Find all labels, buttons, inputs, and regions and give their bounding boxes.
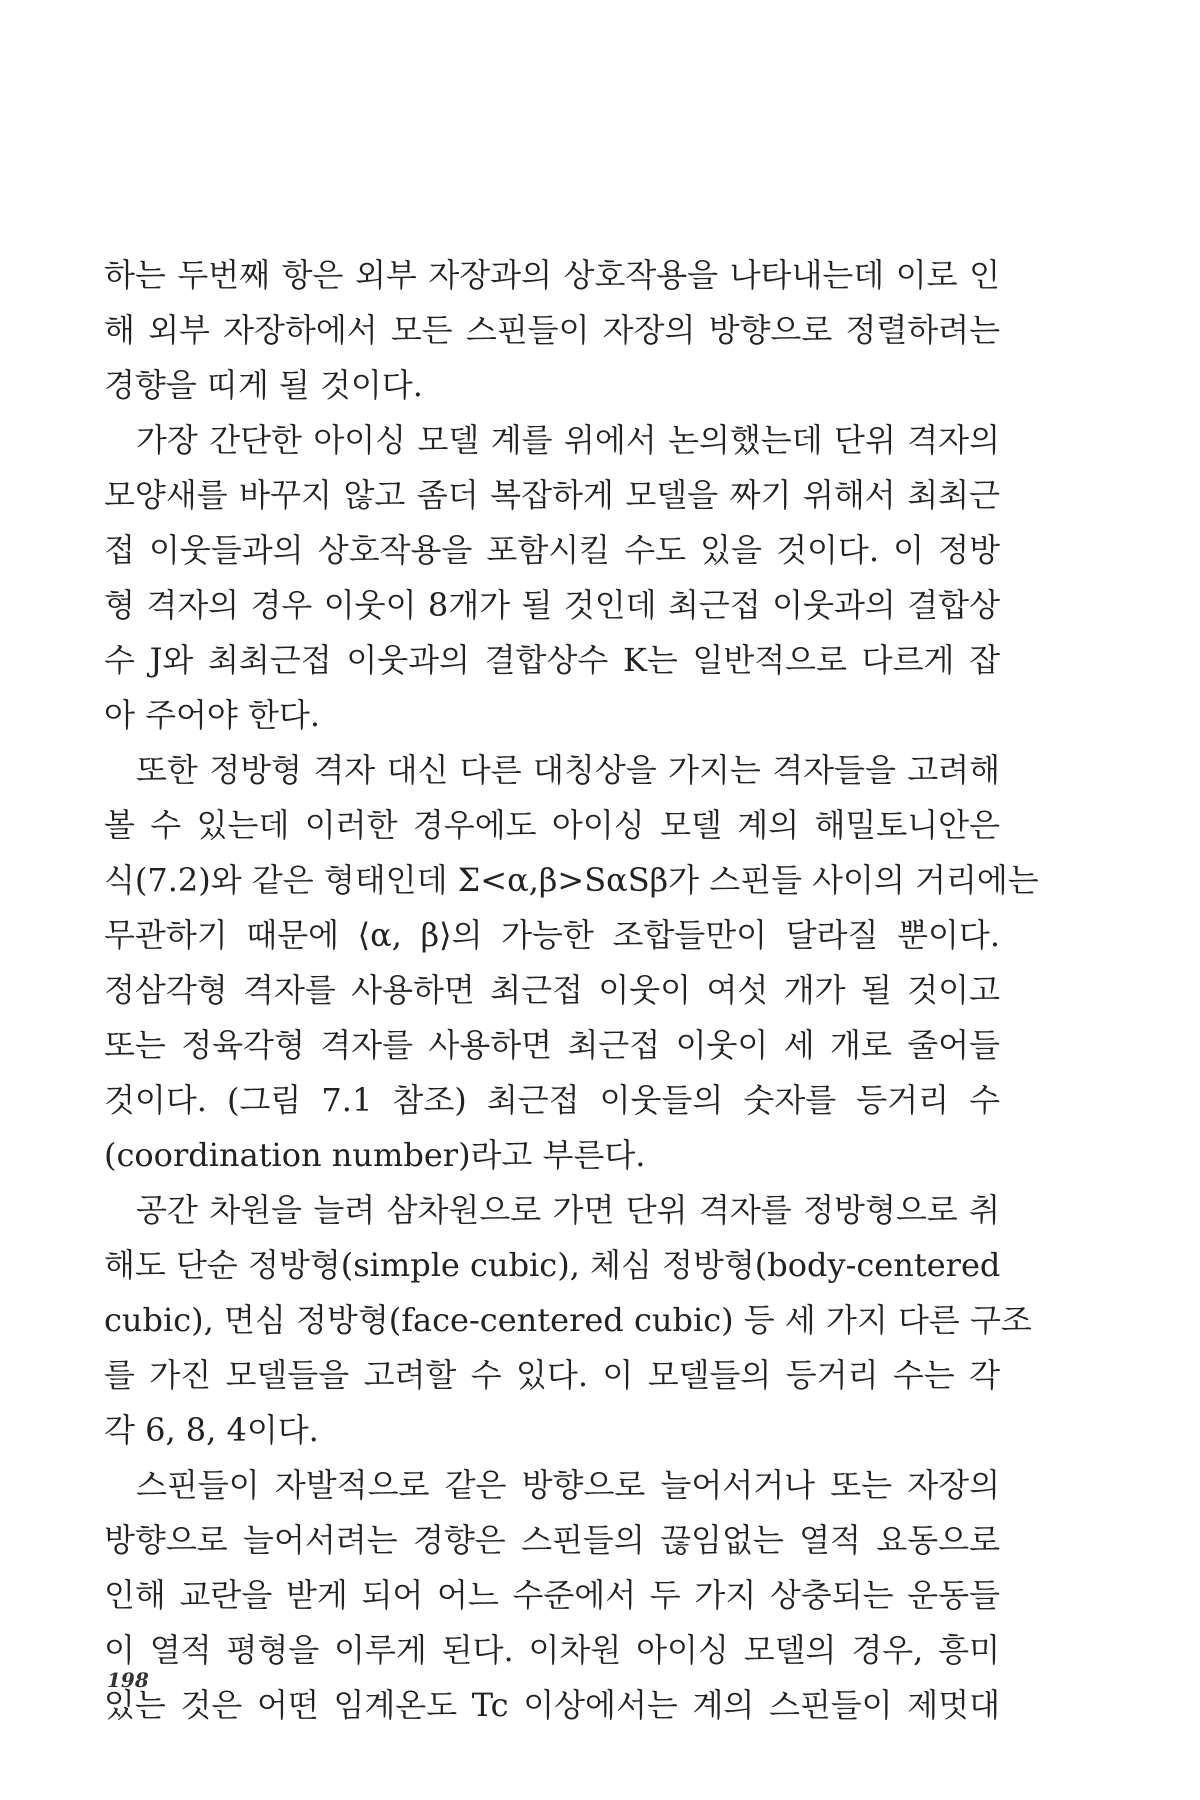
text-line: 인해 교란을 받게 되어 어느 수준에서 두 가지 상충되는 운동들 [104,1576,1000,1614]
text-line: 무관하기 때문에 ⟨α, β⟩의 가능한 조합들만이 달라질 뿐이다. [104,916,1000,954]
text-line: 형 격자의 경우 이웃이 8개가 될 것인데 최근접 이웃과의 결합상 [104,586,1000,624]
text-line: 볼 수 있는데 이러한 경우에도 아이싱 모델 계의 해밀토니안은 [104,806,1000,844]
text-line: 수 J와 최최근접 이웃과의 결합상수 K는 일반적으로 다르게 잡 [104,641,1000,679]
text-line: 하는 두번째 항은 외부 자장과의 상호작용을 나타내는데 이로 인 [104,256,1000,294]
text-line: 이 열적 평형을 이루게 된다. 이차원 아이싱 모델의 경우, 흥미 [104,1631,1000,1669]
body-text [104,248,1039,1733]
text-line: 또는 정육각형 격자를 사용하면 최근접 이웃이 세 개로 줄어들 [104,1026,1000,1064]
text-line: 모양새를 바꾸지 않고 좀더 복잡하게 모델을 짜기 위해서 최최근 [104,476,1000,514]
text-line: 경향을 띠게 될 것이다. [104,366,423,404]
text-line: cubic), 면심 정방형(face-centered cubic) 등 세 가지 다른 구조 [104,1301,1032,1339]
text-line: 를 가진 모델들을 고려할 수 있다. 이 모델들의 등거리 수는 각 [104,1356,1000,1394]
text-line: 접 이웃들과의 상호작용을 포함시킬 수도 있을 것이다. 이 정방 [104,531,1000,569]
text-line: 방향으로 늘어서려는 경향은 스핀들의 끊임없는 열적 요동으로 [104,1521,1000,1559]
text-line: (coordination number)라고 부른다. [104,1136,646,1174]
text-line: 가장 간단한 아이싱 모델 계를 위에서 논의했는데 단위 격자의 [136,421,1000,459]
text-line: 해 외부 자장하에서 모든 스핀들이 자장의 방향으로 정렬하려는 [104,311,1000,349]
text-line: 해도 단순 정방형(simple cubic), 체심 정방형(body-centered [104,1246,1001,1284]
page-number: 198 [107,1668,149,1692]
text-line: 식(7.2)와 같은 형태인데 Σ<α,β>SαSβ가 스핀들 사이의 거리에는 [104,861,1039,899]
text-line: 정삼각형 격자를 사용하면 최근접 이웃이 여섯 개가 될 것이고 [104,971,1000,1009]
text-line: 아 주어야 한다. [104,696,320,734]
text-line: 있는 것은 어떤 임계온도 Tc 이상에서는 계의 스핀들이 제멋대 [104,1686,1000,1724]
text-line: 것이다. (그림 7.1 참조) 최근접 이웃들의 숫자를 등거리 수 [104,1081,1000,1119]
text-line: 스핀들이 자발적으로 같은 방향으로 늘어서거나 또는 자장의 [136,1466,1000,1504]
text-line: 공간 차원을 늘려 삼차원으로 가면 단위 격자를 정방형으로 취 [136,1191,1000,1229]
text-line: 각 6, 8, 4이다. [104,1411,319,1449]
text-line: 또한 정방형 격자 대신 다른 대칭상을 가지는 격자들을 고려해 [136,751,1000,789]
